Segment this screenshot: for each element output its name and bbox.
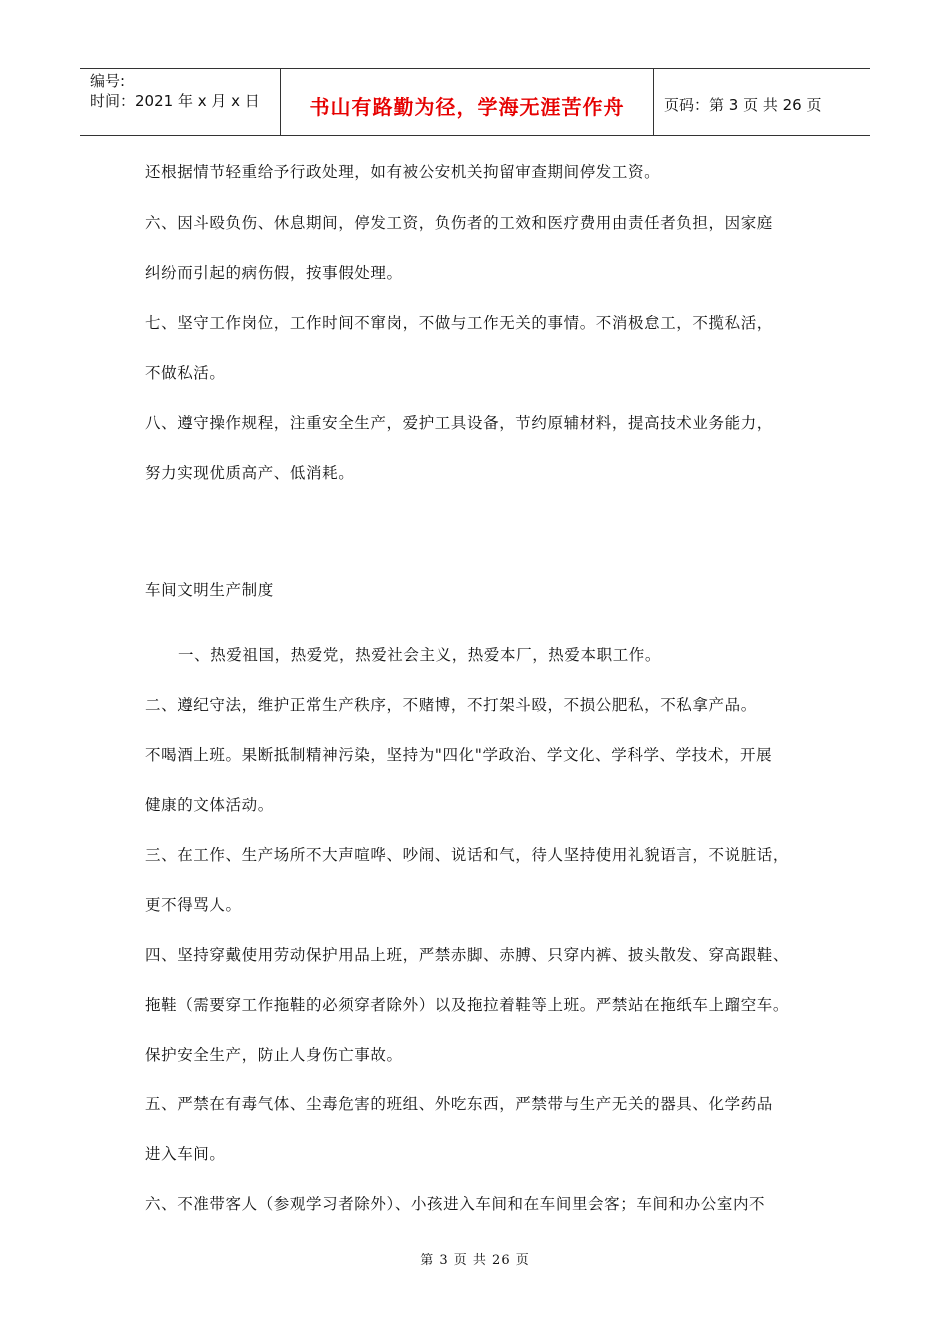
document-number-label: 编号: <box>90 72 126 90</box>
header-meta <box>80 69 280 135</box>
body-line: 三、在工作、生产场所不大声喧哗、吵闹、说话和气，待人坚持使用礼貌语言，不说脏话， <box>145 846 790 864</box>
page-footer: 第 3 页 共 26 页 <box>420 1253 530 1268</box>
body-line: 还根据情节轻重给予行政处理，如有被公安机关拘留审查期间停发工资。 <box>145 163 661 181</box>
body-line: 纠纷而引起的病伤假，按事假处理。 <box>145 264 403 282</box>
body-line: 保护安全生产，防止人身伤亡事故。 <box>145 1046 403 1064</box>
body-line: 五、严禁在有毒气体、尘毒危害的班组、外吃东西，严禁带与生产无关的器具、化学药品 <box>145 1095 773 1113</box>
body-line: 二、遵纪守法，维护正常生产秩序，不赌博，不打架斗殴，不损公肥私，不私拿产品。 <box>145 696 757 714</box>
document-header <box>80 68 870 136</box>
body-line: 六、不准带客人（参观学习者除外）、小孩进入车间和在车间里会客；车间和办公室内不 <box>145 1195 766 1213</box>
body-line: 不喝酒上班。果断抵制精神污染，坚持为"四化"学政治、学文化、学科学、学技术，开展 <box>145 746 773 764</box>
body-line: 七、坚守工作岗位，工作时间不窜岗，不做与工作无关的事情。不消极怠工，不揽私活， <box>145 314 773 332</box>
body-line: 六、因斗殴负伤、休息期间，停发工资，负伤者的工效和医疗费用由责任者负担，因家庭 <box>145 214 773 232</box>
section-title: 车间文明生产制度 <box>145 581 274 599</box>
body-line: 进入车间。 <box>145 1145 226 1163</box>
body-line: 八、遵守操作规程，注重安全生产，爱护工具设备，节约原辅材料，提高技术业务能力， <box>145 414 773 432</box>
body-line: 健康的文体活动。 <box>145 796 274 814</box>
body-line: 一、热爱祖国，热爱党，热爱社会主义，热爱本厂，热爱本职工作。 <box>178 646 662 664</box>
body-line: 努力实现优质高产、低消耗。 <box>145 464 355 482</box>
body-line: 拖鞋（需要穿工作拖鞋的必须穿者除外）以及拖拉着鞋等上班。严禁站在拖纸车上蹓空车。 <box>145 996 790 1014</box>
body-line: 不做私活。 <box>145 364 226 382</box>
header-page-info: 页码：第 3 页 共 26 页 <box>664 95 822 114</box>
body-line: 四、坚持穿戴使用劳动保护用品上班，严禁赤脚、赤膊、只穿内裤、披头散发、穿高跟鞋、 <box>145 946 790 964</box>
document-date: 时间：2021 年 x 月 x 日 <box>90 92 260 110</box>
header-motto: 书山有路勤为径，学海无涯苦作舟 <box>280 69 654 135</box>
body-line: 更不得骂人。 <box>145 896 242 914</box>
